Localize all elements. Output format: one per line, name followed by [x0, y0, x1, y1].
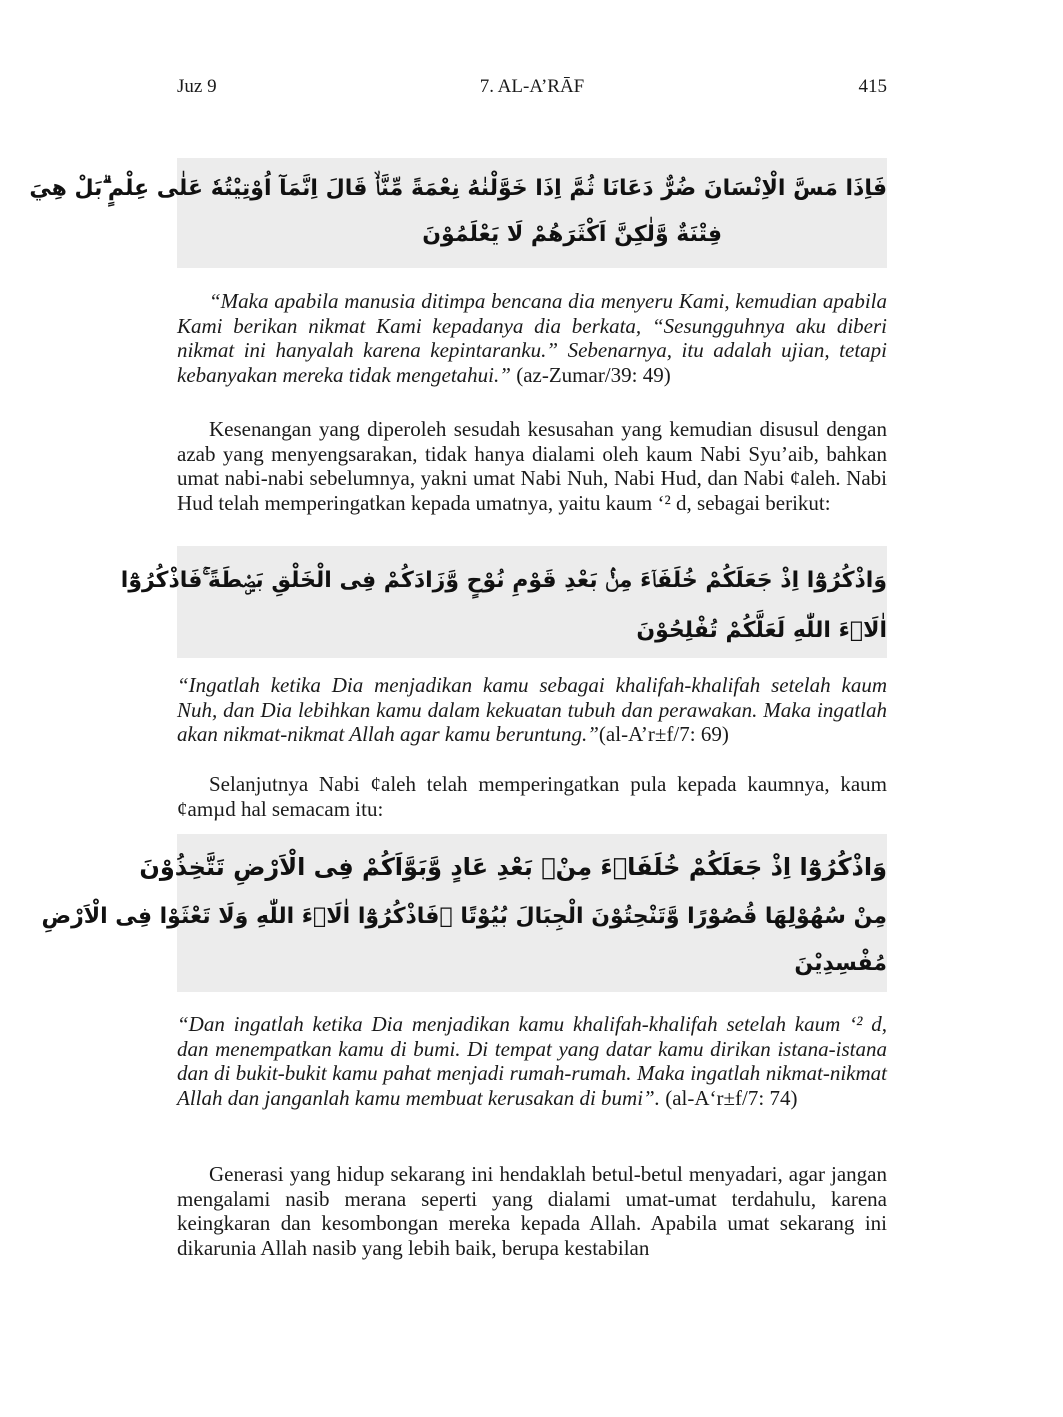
juz-label: Juz 9 [177, 76, 217, 97]
page-number: 415 [858, 76, 887, 97]
translation-quote-2 [177, 673, 887, 747]
arabic-verse-3 [41, 834, 887, 992]
arabic-line: وَاذْكُرُوْٓا اِذْ جَعَلَكُمْ خُلَفَاۤءَ مِنْۢ بَعْدِ عَادٍ وَّبَوَّاَكُمْ فِى الْاَرْضِ تَتَّخِذُوْنَ [139, 853, 887, 881]
arabic-verse-1 [29, 158, 887, 268]
quote-reference: (az-Zumar/39: 49) [510, 362, 671, 387]
translation-quote-3 [177, 1012, 887, 1110]
body-paragraph-2: Selanjutnya Nabi ¢aleh telah memperingatkan pula kepada kaumnya, kaum ¢amµd hal semacam itu: [177, 772, 887, 821]
quote-text: “Maka apabila manusia ditimpa bencana dia menyeru Kami, kemudian apabila Kami berikan nikmat Kami kepadanya dia berkata, “Sesungguhnya aku diberi nikmat ini hanyalah karena kepintaranku.” Sebenarnya, itu adalah ujian, tetapi kebanyakan mereka tidak mengetahui.” [177, 289, 887, 387]
arabic-line: اٰلَاۤءَ اللّٰهِ لَعَلَّكُمْ تُفْلِحُوْنَ [636, 618, 887, 643]
body-paragraph-1: Kesenangan yang diperoleh sesudah kesusahan yang kemudian disusul dengan azab yang menyengsarakan, tidak hanya dialami oleh kaum Nabi Syu’aib, bahkan umat nabi-nabi sebelumnya, yakni umat Nabi Nuh, Nabi Hud, dan Nabi ¢aleh. Nabi Hud telah memperingatkan kepada umatnya, yaitu kaum ‘² d, sebagai berikut: [177, 417, 887, 515]
surah-title: 7. AL-A’RĀF [479, 76, 585, 97]
arabic-line: مِنْ سُهُوْلِهَا قُصُوْرًا وَّتَنْحِتُوْنَ الْجِبَالَ بُيُوْتًا ۚفَاذْكُرُوْٓا اٰلَاۤءَ اللّٰهِ وَلَا تَعْثَوْا فِى الْاَرْضِ [41, 904, 887, 929]
arabic-line: فَاِذَا مَسَّ الْاِنْسَانَ ضُرٌّ دَعَانَا ثُمَّ اِذَا خَوَّلْنٰهُ نِعْمَةً مِّنَّاۙ قَالَ اِنَّمَآ اُوْتِيْتُهٗ عَلٰى عِلْمٍ ۗبَلْ هِيَ [29, 176, 887, 201]
arabic-line: وَاذْكُرُوْٓا اِذْ جَعَلَكُمْ خُلَفَاۤءَ مِنْۢ بَعْدِ قَوْمِ نُوْحٍ وَّزَادَكُمْ فِى الْخَلْقِ بَصْۣطَةً ۚفَاذْكُرُوْٓا [120, 568, 887, 593]
translation-quote-1 [177, 289, 887, 387]
arabic-line: مُفْسِدِيْنَ [794, 951, 887, 976]
page-header [177, 76, 887, 102]
body-paragraph-3: Generasi yang hidup sekarang ini hendaklah betul-betul menyadari, agar jangan mengalami nasib merana seperti yang dialami umat-umat terdahulu, karena keingkaran dan kesombongan mereka kepada Allah. Apabila umat sekarang ini dikarunia Allah nasib yang lebih baik, berupa kestabilan [177, 1162, 887, 1260]
quote-reference: (al-A’r±f/7: 69) [598, 722, 729, 746]
arabic-verse-2 [120, 546, 887, 658]
quote-text: “Dan ingatlah ketika Dia menjadikan kamu khalifah-khalifah setelah kaum ‘² d, dan menempatkan kamu di bumi. Di tempat yang datar kamu dirikan istana-istana dan di bukit-bukit kamu pahat menjadi rumah-rumah. Maka ingatlah nikmat-nikmat Allah dan janganlah kamu membuat kerusakan di bumi”. [177, 1012, 887, 1110]
quote-text: “Ingatlah ketika Dia menjadikan kamu sebagai khalifah-khalifah setelah kaum Nuh, dan Dia lebihkan kamu dalam kekuatan tubuh dan perawakan. Maka ingatlah akan nikmat-nikmat Allah agar kamu beruntung.” [177, 673, 887, 746]
arabic-line: فِتْنَةٌ وَّلٰكِنَّ اَكْثَرَهُمْ لَا يَعْلَمُوْنَ [422, 222, 722, 247]
quote-reference: (al-A‘r±f/7: 74) [659, 1085, 798, 1110]
